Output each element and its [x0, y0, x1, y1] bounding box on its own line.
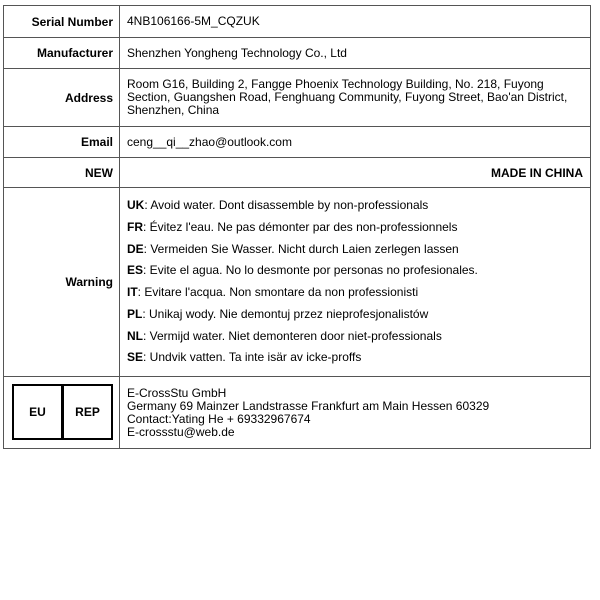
- warning-row: [4, 188, 591, 377]
- warning-line-it: [127, 282, 584, 304]
- warning-text: : Avoid water. Dont disassemble by non-professionals: [144, 198, 429, 212]
- warning-text: : Undvik vatten. Ta inte isär av icke-proffs: [143, 350, 362, 365]
- warning-lang-code: DE: [127, 241, 144, 256]
- warning-line-es: [127, 260, 584, 282]
- warning-lang-code: PL: [127, 306, 143, 321]
- address-row: [4, 69, 591, 127]
- eu-rep-row: [4, 377, 591, 449]
- warning-line-uk: [127, 195, 584, 217]
- warning-line-de: [127, 239, 584, 261]
- eu-rep-contact: Contact:Yating He + 69332967674: [127, 411, 311, 426]
- warning-text: : Evite el agua. No lo desmonte por personas no profesionales.: [143, 263, 478, 278]
- eu-rep-email: E-crossstu@web.de: [127, 424, 235, 439]
- eu-rep-info: [120, 377, 591, 449]
- warning-lang-code: FR: [127, 219, 143, 234]
- serial-number-label: Serial Number: [4, 6, 120, 38]
- warning-text: : Vermeiden Sie Wasser. Nicht durch Laien zerlegen lassen: [143, 241, 459, 256]
- eu-rep-symbol-rep: REP: [75, 405, 100, 419]
- serial-number-row: [4, 6, 591, 38]
- email-row: [4, 127, 591, 158]
- warning-line-se: [127, 347, 584, 369]
- warning-value: [120, 188, 591, 377]
- warning-list: [127, 195, 584, 369]
- address-label: Address: [4, 69, 120, 127]
- eu-rep-symbol: [12, 384, 113, 440]
- made-in-value: MADE IN CHINA: [120, 158, 591, 188]
- warning-lang-code: NL: [127, 328, 143, 343]
- eu-rep-symbol-eu: EU: [14, 386, 64, 438]
- address-value: Room G16, Building 2, Fangge Phoenix Technology Building, No. 218, Fuyong Section, Guangshen Road, Fenghuang Community, Fuyong Street, Bao'an District, Shenzhen, China: [120, 69, 591, 127]
- email-label: Email: [4, 127, 120, 158]
- warning-line-nl: [127, 326, 584, 348]
- condition-label: NEW: [4, 158, 120, 188]
- eu-rep-company: E-CrossStu GmbH: [127, 385, 227, 400]
- warning-lang-code: IT: [127, 285, 138, 299]
- warning-text: : Vermijd water. Niet demonteren door niet-professionals: [143, 328, 442, 343]
- email-value: ceng__qi__zhao@outlook.com: [120, 127, 591, 158]
- manufacturer-row: [4, 38, 591, 69]
- warning-line-pl: [127, 304, 584, 326]
- warning-line-fr: [127, 217, 584, 239]
- eu-rep-address: Germany 69 Mainzer Landstrasse Frankfurt am Main Hessen 60329: [127, 398, 490, 413]
- warning-lang-code: SE: [127, 350, 144, 365]
- serial-number-value: 4NB106166-5M_CQZUK: [120, 6, 591, 38]
- eu-rep-symbol-cell: [4, 377, 120, 449]
- warning-text: : Unikaj wody. Nie demontuj przez nieprofesjonalistów: [142, 306, 429, 321]
- manufacturer-value: Shenzhen Yongheng Technology Co., Ltd: [120, 38, 591, 69]
- warning-text: : Évitez l'eau. Ne pas démonter par des non-professionnels: [143, 219, 458, 234]
- manufacturer-label: Manufacturer: [4, 38, 120, 69]
- warning-lang-code: UK: [127, 198, 145, 212]
- warning-lang-code: ES: [127, 263, 144, 278]
- product-label-table: [3, 5, 591, 449]
- condition-row: [4, 158, 591, 188]
- warning-text: : Evitare l'acqua. Non smontare da non professionisti: [137, 285, 419, 299]
- warning-label: Warning: [4, 188, 120, 377]
